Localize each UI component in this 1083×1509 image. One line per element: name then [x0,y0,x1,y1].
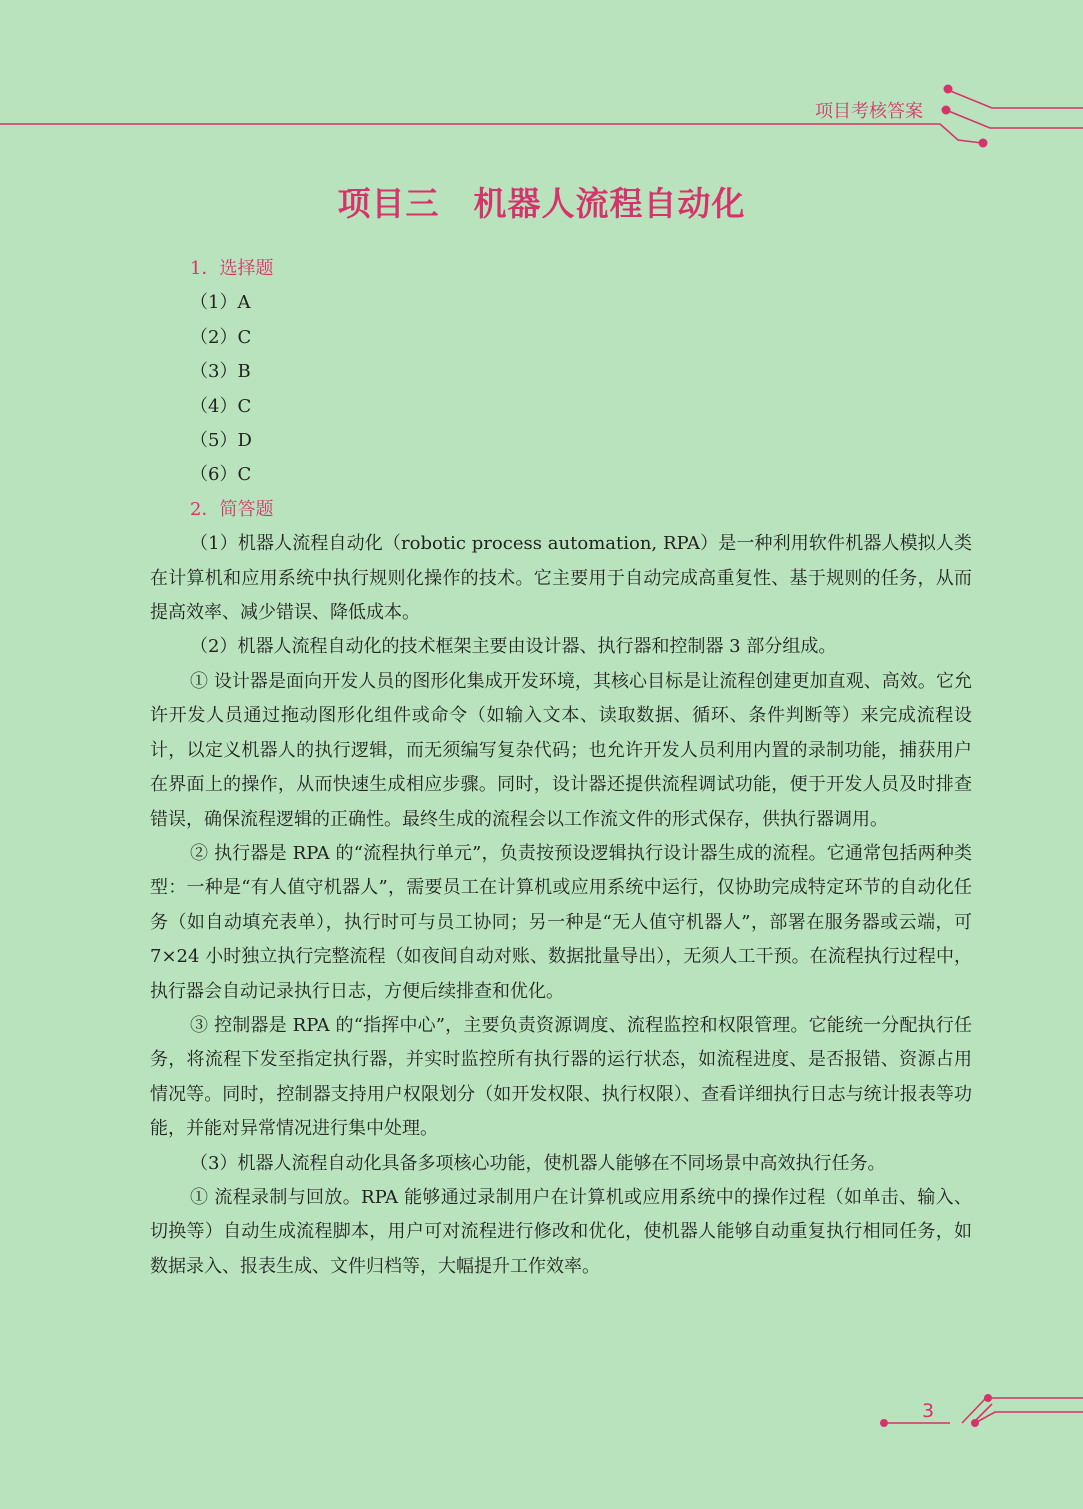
answer-content [150,252,972,1284]
answer-paragraph: （2）机器人流程自动化的技术框架主要由设计器、执行器和控制器 3 部分组成。 [190,636,837,658]
footer-circuit-decoration [880,1394,1083,1427]
choice-answer: （2）C [190,326,252,348]
answer-paragraph: （1）机器人流程自动化（robotic process automation, RPA）是一种利用软件机器人模拟人类在计算机和应用系统中执行规则化操作的技术。它主要用于自动完成高重复性、基于规则的任务，从而提高效率、减少错误、降低成本。 [150,533,972,624]
section-heading-short-answer: 2．简答题 [190,498,274,520]
choice-answer: （3）B [190,361,251,383]
answer-paragraph: ② 执行器是 RPA 的“流程执行单元”，负责按预设逻辑执行设计器生成的流程。它通常包括两种类型：一种是“有人值守机器人”，需要员工在计算机或应用系统中运行，仅协助完成特定环节的自动化任务（如自动填充表单），执行时可与员工协同；另一种是“无人值守机器人”，部署在服务器或云端，可 7×24 小时独立执行完整流程（如夜间自动对账、数据批量导出），无须人工干预。在流程执行过程中，执行器会自动记录执行日志，方便后续排查和优化。 [150,842,972,1002]
page-number: 3 [922,1400,935,1422]
answer-paragraph: （3）机器人流程自动化具备多项核心功能，使机器人能够在不同场景中高效执行任务。 [190,1152,886,1174]
choice-answer: （4）C [190,395,252,417]
section-heading-choice: 1．选择题 [190,258,274,279]
answer-paragraph: ③ 控制器是 RPA 的“指挥中心”，主要负责资源调度、流程监控和权限管理。它能统一分配执行任务，将流程下发至指定执行器，并实时监控所有执行器的运行状态，如流程进度、是否报错、资源占用情况等。同时，控制器支持用户权限划分（如开发权限、执行权限）、查看详细执行日志与统计报表等功能，并能对异常情况进行集中处理。 [150,1014,972,1140]
choice-answer: （1）A [190,292,251,314]
running-header-label: 项目考核答案 [815,101,923,122]
choice-answer: （6）C [190,464,252,486]
answer-paragraph: ① 设计器是面向开发人员的图形化集成开发环境，其核心目标是让流程创建更加直观、高效。它允许开发人员通过拖动图形化组件或命令（如输入文本、读取数据、循环、条件判断等）来完成流程设计，以定义机器人的执行逻辑，而无须编写复杂代码；也允许开发人员利用内置的录制功能，捕获用户在界面上的操作，从而快速生成相应步骤。同时，设计器还提供流程调试功能，便于开发人员及时排查错误，确保流程逻辑的正确性。最终生成的流程会以工作流文件的形式保存，供执行器调用。 [150,670,972,830]
page-title: 项目三 机器人流程自动化 [337,184,746,223]
answer-paragraph: ① 流程录制与回放。RPA 能够通过录制用户在计算机或应用系统中的操作过程（如单击、输入、切换等）自动生成流程脚本，用户可对流程进行修改和优化，使机器人能够自动重复执行相同任务，如数据录入、报表生成、文件归档等，大幅提升工作效率。 [150,1186,972,1277]
choice-answer: （5）D [190,430,252,452]
